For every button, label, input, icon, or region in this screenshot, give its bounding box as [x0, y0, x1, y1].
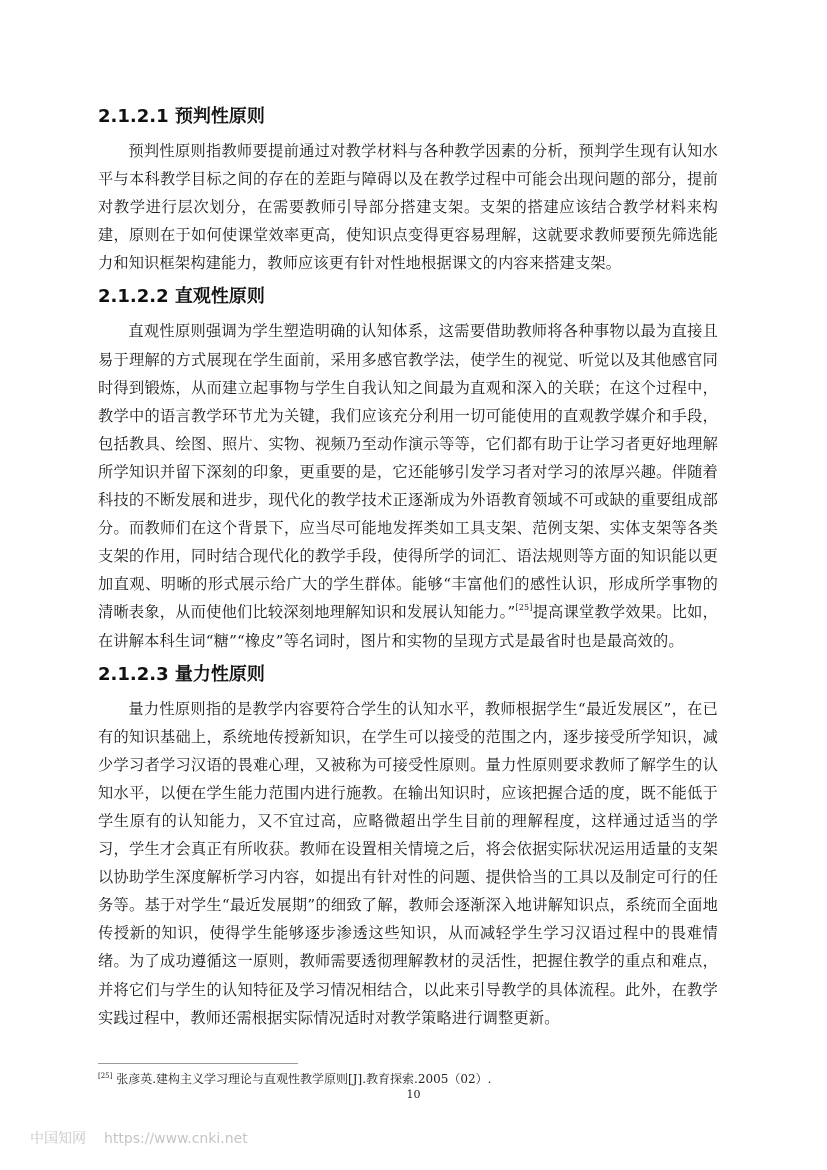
- paragraph-intuitive-part1: 直观性原则强调为学生塑造明确的认知体系，这需要借助教师将各种事物以最为直接且易于理解的方式展现在学生面前，采用多感官教学法，使学生的视觉、听觉以及其他感官同时得到锻炼，从而建立起事物与学生自我认知之间最为直观和深入的关联；在这个过程中，教学中的语言教学环节尤为关键，我们应该充分利用一切可能使用的直观教学媒介和手段，包括教具、绘图、照片、实物、视频乃至动作演示等等，它们都有助于让学习者更好地理解所学知识并留下深刻的印象，更重要的是，它还能够引发学习者对学习的浓厚兴趣。伴随着科技的不断发展和进步，现代化的教学技术正逐渐成为外语教育领域不可或缺的重要组成部分。而教师们在这个背景下，应当尽可能地发挥类如工具支架、范例支架、实体支架等各类支架的作用，同时结合现代化的教学手段，使得所学的词汇、语法规则等方面的知识能以更加直观、明晰的形式展示给广大的学生群体。能够“丰富他们的感性认识，形成所学事物的清晰表象，从而使他们比较深刻地理解知识和发展认知能力。”: [98, 322, 718, 622]
- page-number: 10: [406, 1088, 421, 1101]
- paragraph-intuitive: [98, 317, 718, 654]
- watermark: [30, 1128, 248, 1148]
- paragraph-intuitive-part2: 提高课堂教学效果。比如，在讲解本科生词“糖”“橡皮”等名词时，图片和实物的呈现方式是最省时也是最高效的。: [98, 603, 718, 650]
- section-heading-capacity: 2.1.2.3 量力性原则: [98, 663, 265, 685]
- body-content: [98, 97, 718, 1032]
- section-heading-intuitive: 2.1.2.2 直观性原则: [98, 286, 265, 308]
- watermark-url: https://www.cnki.net: [104, 1131, 248, 1147]
- footnote-text: 张彦英.建构主义学习理论与直观性教学原则[J].教育探索.2005（02）.: [116, 1072, 492, 1086]
- footnote-mark: [25]: [98, 1072, 113, 1080]
- footnote-divider: [98, 1063, 298, 1064]
- paragraph-prediction: 预判性原则指教师要提前通过对教学材料与各种教学因素的分析，预判学生现有认知水平与本科教学目标之间的存在的差距与障碍以及在教学过程中可能会出现问题的部分，提前对教学进行层次划分，在需要教师引导部分搭建支架。支架的搭建应该结合教学材料来构建，原则在于如何使课堂效率更高，使知识点变得更容易理解，这就要求教师要预先筛选能力和知识框架构建能力，教师应该更有针对性地根据课文的内容来搭建支架。: [98, 142, 718, 273]
- citation-reference[interactable]: [25]: [515, 603, 533, 613]
- paragraph-capacity: 量力性原则指的是教学内容要符合学生的认知水平，教师根据学生“最近发展区”，在已有的知识基础上，系统地传授新知识，在学生可以接受的范围之内，逐步接受所学知识，减少学习者学习汉语的畏难心理，又被称为可接受性原则。量力性原则要求教师了解学生的认知水平，以便在学生能力范围内进行施教。在输出知识时，应该把握合适的度，既不能低于学生原有的认知能力，又不宜过高，应略微超出学生目前的理解程度，这样通过适当的学习，学生才会真正有所收获。教师在设置相关情境之后，将会依据实际状况运用适量的支架以协助学生深度解析学习内容，如提出有针对性的问题、提供恰当的工具以及制定可行的任务等。基于对学生“最近发展期”的细致了解，教师会逐渐深入地讲解知识点，系统而全面地传授新的知识，使得学生能够逐步渗透这些知识，从而减轻学生学习汉语过程中的畏难情绪。为了成功遵循这一原则，教师需要透彻理解教材的灵活性，把握住教学的重点和难点，并将它们与学生的认知特征及学习情况相结合，以此来引导教学的具体流程。此外，在教学实践过程中，教师还需根据实际情况适时对教学策略进行调整更新。: [98, 699, 718, 1027]
- section-heading-prediction: 2.1.2.1 预判性原则: [98, 106, 265, 127]
- footnote: [98, 1071, 718, 1087]
- watermark-brand: 中国知网: [30, 1131, 86, 1147]
